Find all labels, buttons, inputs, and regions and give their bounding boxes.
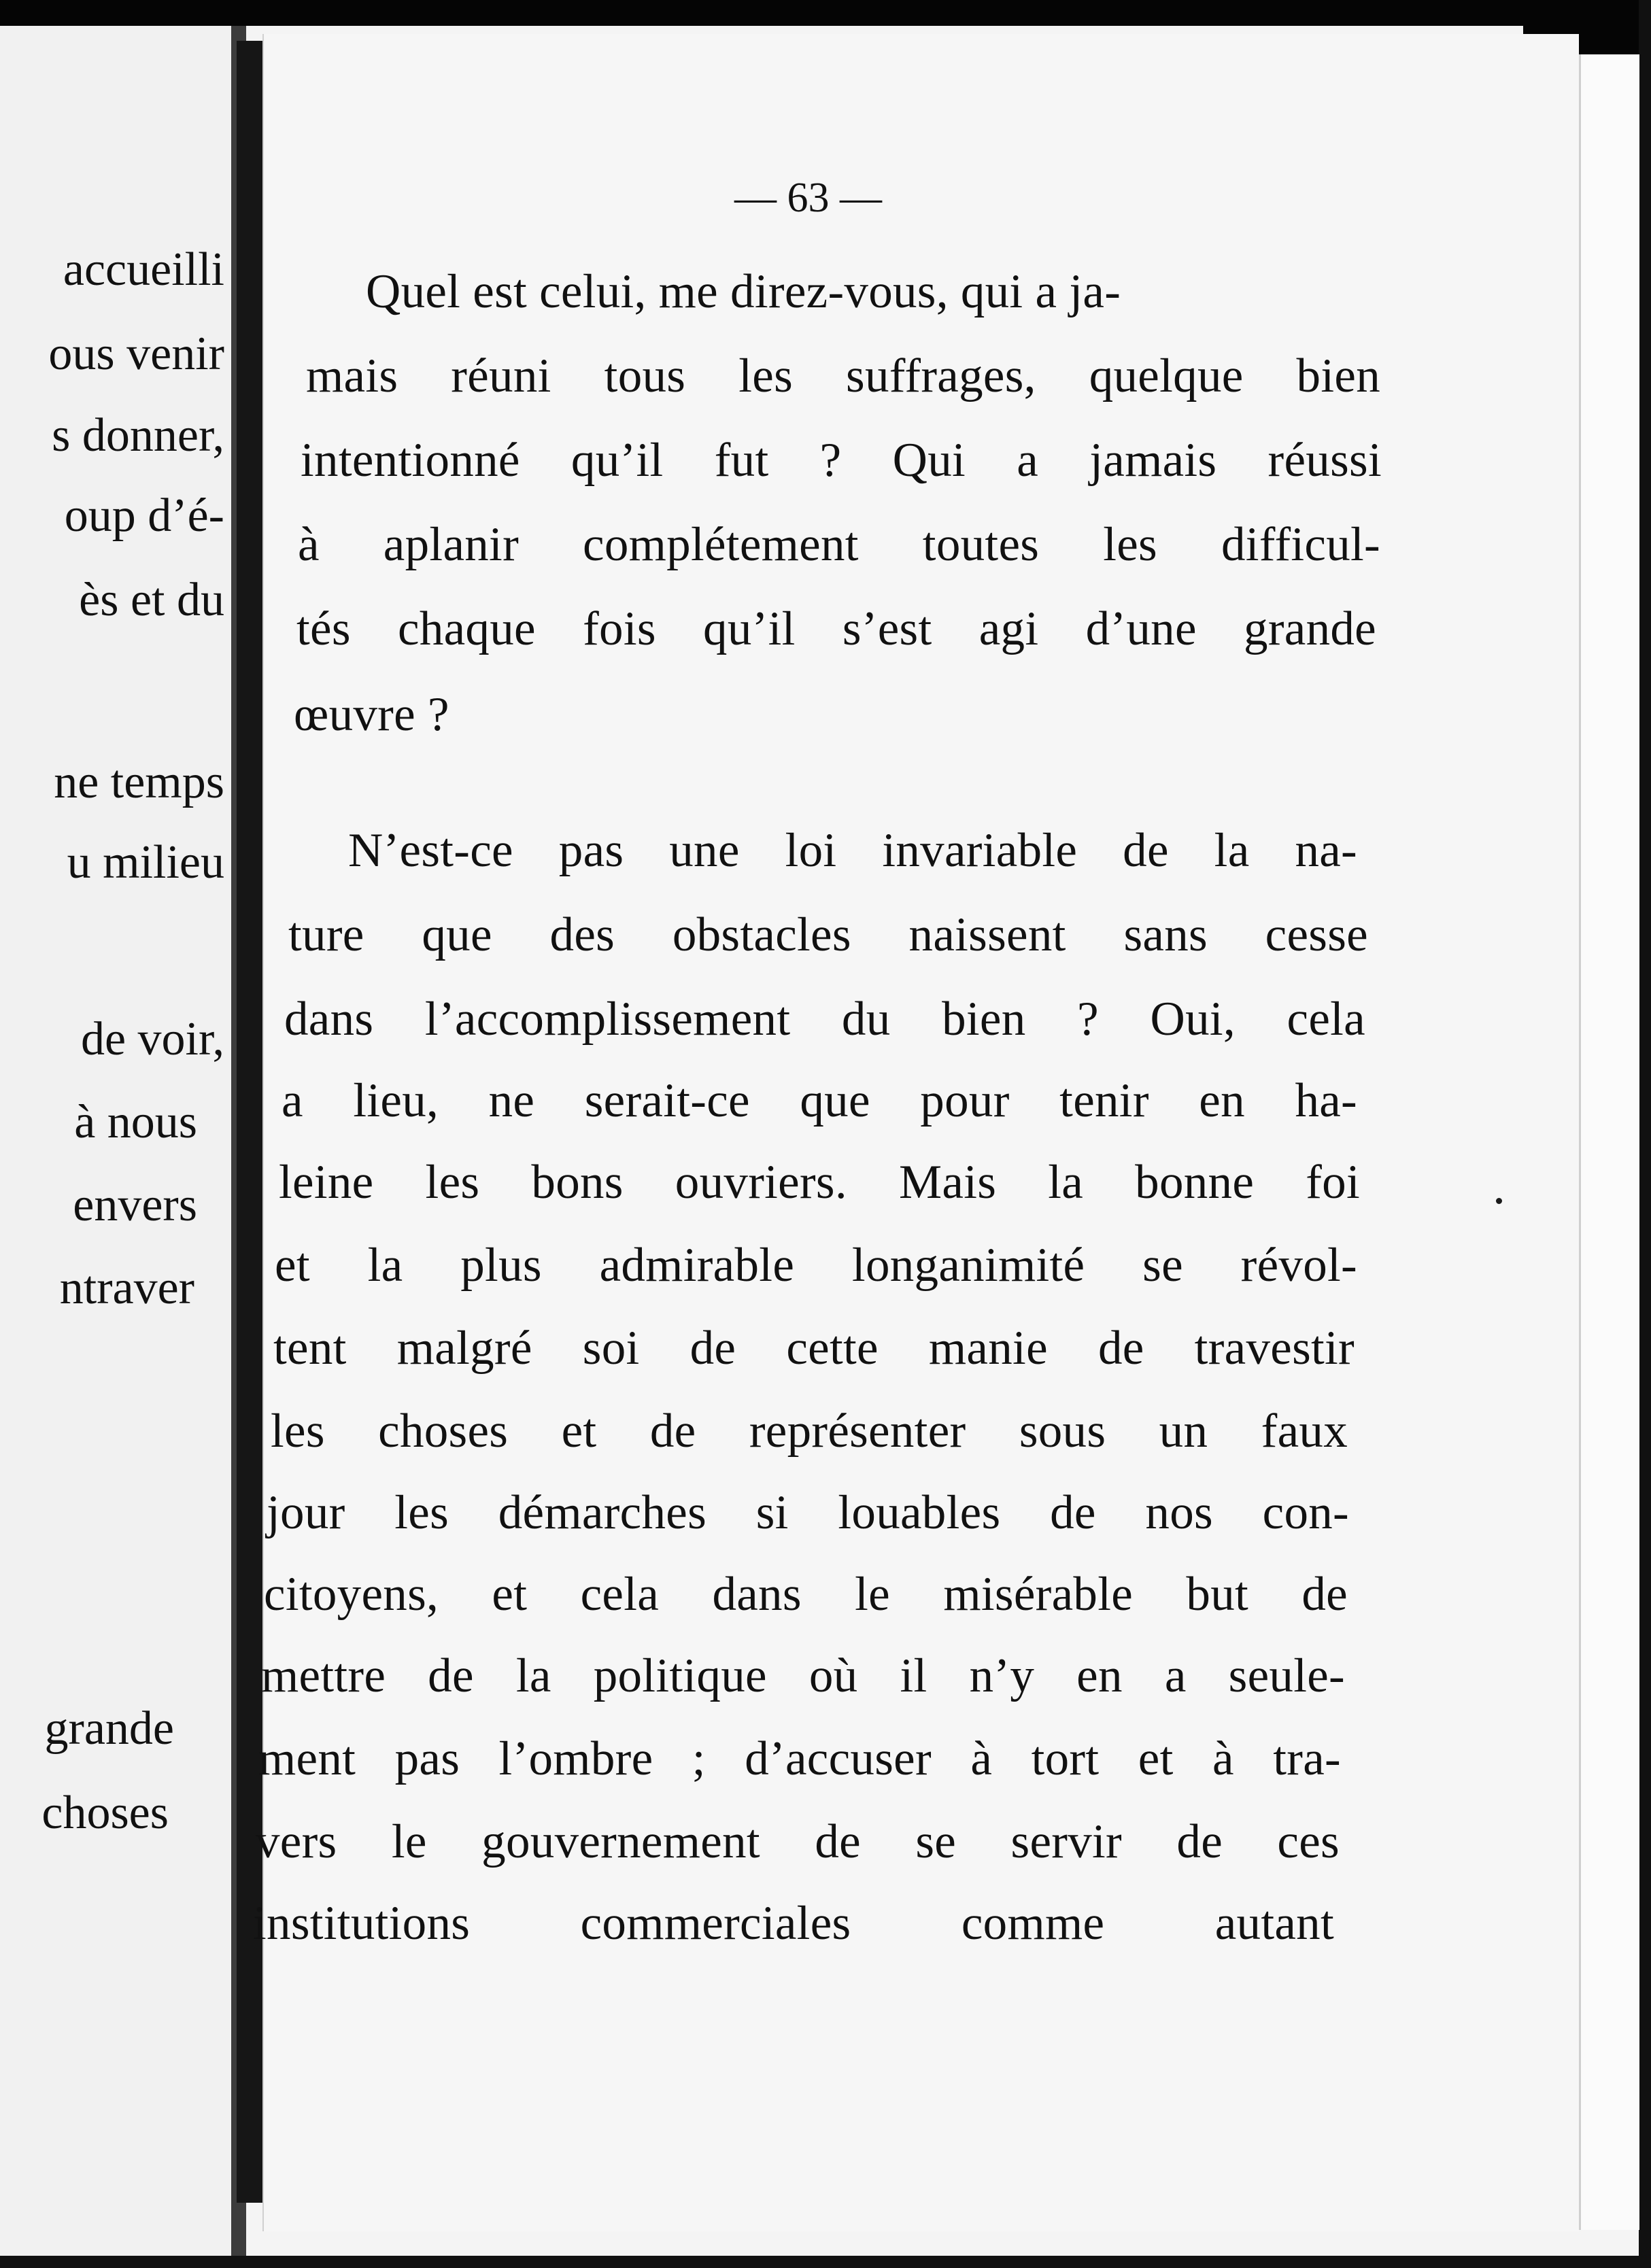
paragraph-1-line: Quel est celui, me direz-vous, qui a ja- xyxy=(366,265,1121,318)
paragraph-2-line: ment pas l’ombre ; d’accuser à tort et à tra- xyxy=(258,1732,1341,1785)
previous-page-line: ne temps xyxy=(54,756,224,808)
paragraph-2-line: jour les démarches si louables de nos con- xyxy=(267,1486,1349,1539)
previous-page xyxy=(0,26,231,2256)
paragraph-2-line: et la plus admirable longanimité se révol- xyxy=(275,1239,1357,1292)
paragraph-2-line: mettre de la politique où il n’y en a seule- xyxy=(261,1649,1345,1702)
scan-border-right xyxy=(1639,0,1651,2268)
paragraph-2-line: dans l’accomplissement du bien ? Oui, cela xyxy=(284,993,1365,1046)
book-spine-shadow xyxy=(237,41,264,2203)
paragraph-2-line: leine les bons ouvriers. Mais la bonne foi xyxy=(279,1156,1360,1209)
paragraph-2-line: a lieu, ne serait-ce que pour tenir en ha- xyxy=(282,1074,1357,1127)
paragraph-2-line: tent malgré soi de cette manie de travestir xyxy=(273,1322,1355,1375)
paragraph-2-line: vers le gouvernement de se servir de ces xyxy=(256,1815,1340,1868)
paragraph-1-line: à aplanir complétement toutes les difficul- xyxy=(298,518,1380,571)
paragraph-1-line: intentionné qu’il fut ? Qui a jamais réussi xyxy=(301,434,1382,487)
previous-page-line: u milieu xyxy=(67,836,224,889)
previous-page-line: grande xyxy=(44,1702,174,1755)
previous-page-line: à nous xyxy=(74,1096,197,1148)
paragraph-2-line: citoyens, et cela dans le misérable but de xyxy=(264,1568,1348,1621)
scan-border-bottom xyxy=(0,2256,1651,2268)
paragraph-1-line: œuvre ? xyxy=(294,688,449,741)
previous-page-line: oup d’é- xyxy=(64,489,224,542)
scan-border-top xyxy=(0,0,1651,26)
page-edge xyxy=(1579,54,1639,2230)
paragraph-1-line: mais réuni tous les suffrages, quelque bien xyxy=(306,349,1380,402)
paragraph-2-line: N’est-ce pas une loi invariable de la na- xyxy=(348,824,1357,877)
previous-page-line: accueilli xyxy=(63,243,224,296)
page-number: — 63 — xyxy=(734,175,882,221)
previous-page-line: ntraver xyxy=(59,1262,194,1314)
ink-speck xyxy=(1496,1198,1502,1204)
previous-page-line: s donner, xyxy=(52,409,224,462)
paragraph-2-line: institutions commerciales comme autant xyxy=(253,1897,1334,1950)
previous-page-line: choses xyxy=(41,1787,169,1839)
previous-page-line: ous venir xyxy=(48,328,224,380)
previous-page-line: de voir, xyxy=(80,1013,224,1065)
paragraph-2-line: les choses et de représenter sous un faux xyxy=(271,1405,1348,1458)
previous-page-line: ès et du xyxy=(79,574,224,626)
previous-page-line: envers xyxy=(73,1179,197,1231)
paragraph-2-line: ture que des obstacles naissent sans cesse xyxy=(288,908,1368,961)
paragraph-1-line: tés chaque fois qu’il s’est agi d’une grande xyxy=(296,602,1376,655)
